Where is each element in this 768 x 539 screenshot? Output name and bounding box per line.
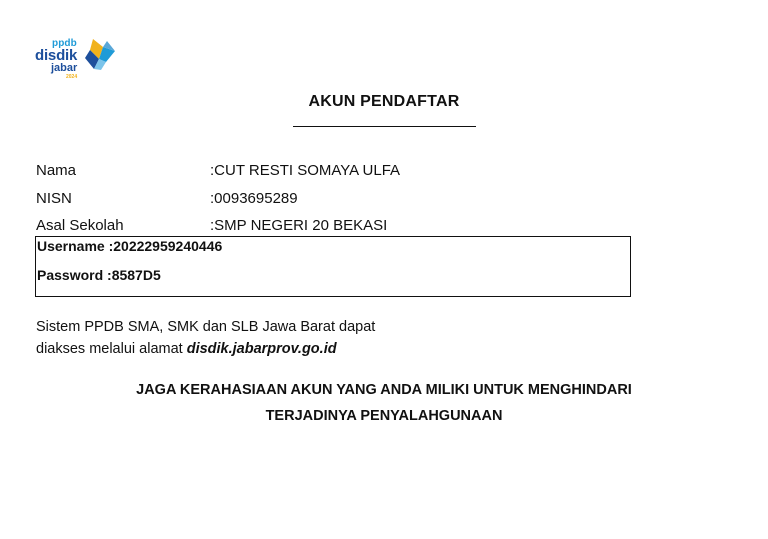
website-url: disdik.jabarprov.go.id [186,341,337,357]
title-underline [293,126,476,127]
nisn-label: NISN [36,190,72,207]
security-warning [0,377,768,429]
page-title: AKUN PENDAFTAR [308,93,460,110]
school-value: :SMP NEGERI 20 BEKASI [210,217,388,234]
password-text: Password :8587D5 [37,267,161,283]
access-info-line-1: Sistem PPDB SMA, SMK dan SLB Jawa Barat dapat [36,319,376,335]
access-info-prefix: diakses melalui alamat [36,341,187,357]
name-label: Nama [36,162,77,179]
username-text: Username :20222959240446 [37,238,223,254]
ppdb-book-icon [81,35,117,71]
access-info-line-2 [36,338,456,360]
access-info [36,316,456,360]
school-label: Asal Sekolah [36,217,124,234]
logo-ppdb-text: ppdb [52,38,77,49]
student-nisn-row [36,189,636,209]
warning-line-1: JAGA KERAHASIAAN AKUN YANG ANDA MILIKI UNTUK MENGHINDARI [136,382,632,398]
warning-line-2: TERJADINYA PENYALAHGUNAAN [265,408,503,424]
student-school-row [36,216,636,236]
student-name-row [36,161,636,181]
nisn-value: :0093695289 [210,190,298,207]
logo-year-text: 2024 [66,74,78,80]
account-credentials-box [35,236,631,297]
ppdb-disdik-jabar-logo [34,34,118,84]
name-value: :CUT RESTI SOMAYA ULFA [210,162,401,179]
logo-jabar-text: jabar [51,62,78,74]
logo-disdik-text: disdik [35,47,78,64]
